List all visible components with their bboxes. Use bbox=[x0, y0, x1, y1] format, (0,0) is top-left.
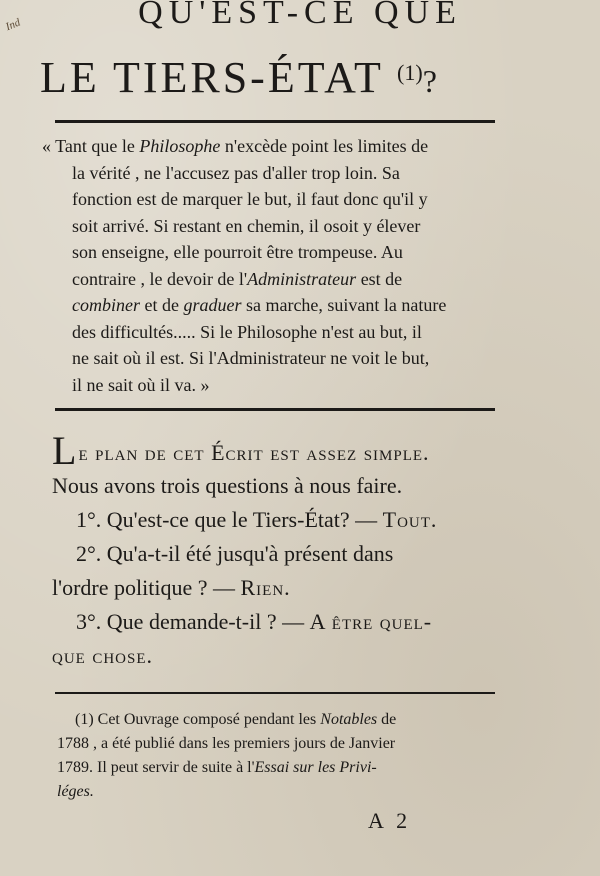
page-signature: A 2 bbox=[368, 808, 412, 833]
title-line-2 bbox=[40, 52, 437, 103]
footnote-line: 1789. Il peut servir de suite à l'Essai sur les Privi- bbox=[57, 759, 377, 776]
epigraph bbox=[42, 133, 482, 398]
drop-cap: L bbox=[52, 428, 77, 473]
epigraph-line: « Tant que le Philosophe n'excède point les limites de bbox=[42, 136, 429, 156]
title-line-1: QU'EST-CE QUE bbox=[138, 0, 462, 31]
epigraph-line: la vérité , ne l'accusez pas d'aller trop loin. Sa bbox=[72, 162, 400, 183]
epigraph-line: son enseigne, elle pourroit être trompeuse. Au bbox=[72, 242, 403, 262]
epigraph-line: des difficultés..... Si le Philosophe n'est au but, il bbox=[72, 321, 422, 342]
body-text bbox=[52, 428, 502, 674]
title-footnote-ref: (1) bbox=[397, 60, 423, 85]
footnote bbox=[57, 708, 505, 804]
epigraph-line: soit arrivé. Si restant en chemin, il osoit y élever bbox=[72, 215, 421, 236]
footnote-line: 1788 , a été publié dans les premiers jours de Janvier bbox=[57, 735, 396, 752]
divider-top bbox=[55, 120, 495, 123]
epigraph-line: contraire , le devoir de l'Administrateur est de bbox=[72, 268, 403, 289]
question-2: 2°. Qu'a-t-il été jusqu'à présent dans bbox=[76, 541, 394, 566]
divider-middle bbox=[55, 408, 495, 411]
handwritten-corner-note: Ind bbox=[4, 16, 23, 34]
epigraph-line: ne sait où il est. Si l'Administrateur ne voit le but, bbox=[72, 348, 430, 368]
footnote-line: (1) Cet Ouvrage composé pendant les Notables de bbox=[75, 711, 397, 728]
body-line: Le plan de cet Écrit est assez simple. bbox=[52, 428, 430, 473]
question-3-cont: que chose. bbox=[52, 643, 154, 668]
divider-footnote bbox=[55, 692, 495, 694]
title-main: LE TIERS-ÉTAT bbox=[40, 53, 384, 102]
body-line: Nous avons trois questions à nous faire. bbox=[52, 473, 403, 498]
epigraph-line: fonction est de marquer le but, il faut donc qu'il y bbox=[72, 189, 428, 209]
question-3: 3°. Que demande-t-il ? — A être quel- bbox=[76, 609, 433, 634]
epigraph-line: il ne sait où il va. » bbox=[72, 374, 210, 395]
footnote-line: léges. bbox=[57, 783, 94, 800]
question-1: 1°. Qu'est-ce que le Tiers-État? — Tout. bbox=[76, 507, 438, 532]
epigraph-line: combiner et de graduer sa marche, suivant la nature bbox=[72, 295, 447, 315]
question-2-cont: l'ordre politique ? — Rien. bbox=[52, 575, 291, 600]
title-question-mark: ? bbox=[422, 63, 437, 99]
